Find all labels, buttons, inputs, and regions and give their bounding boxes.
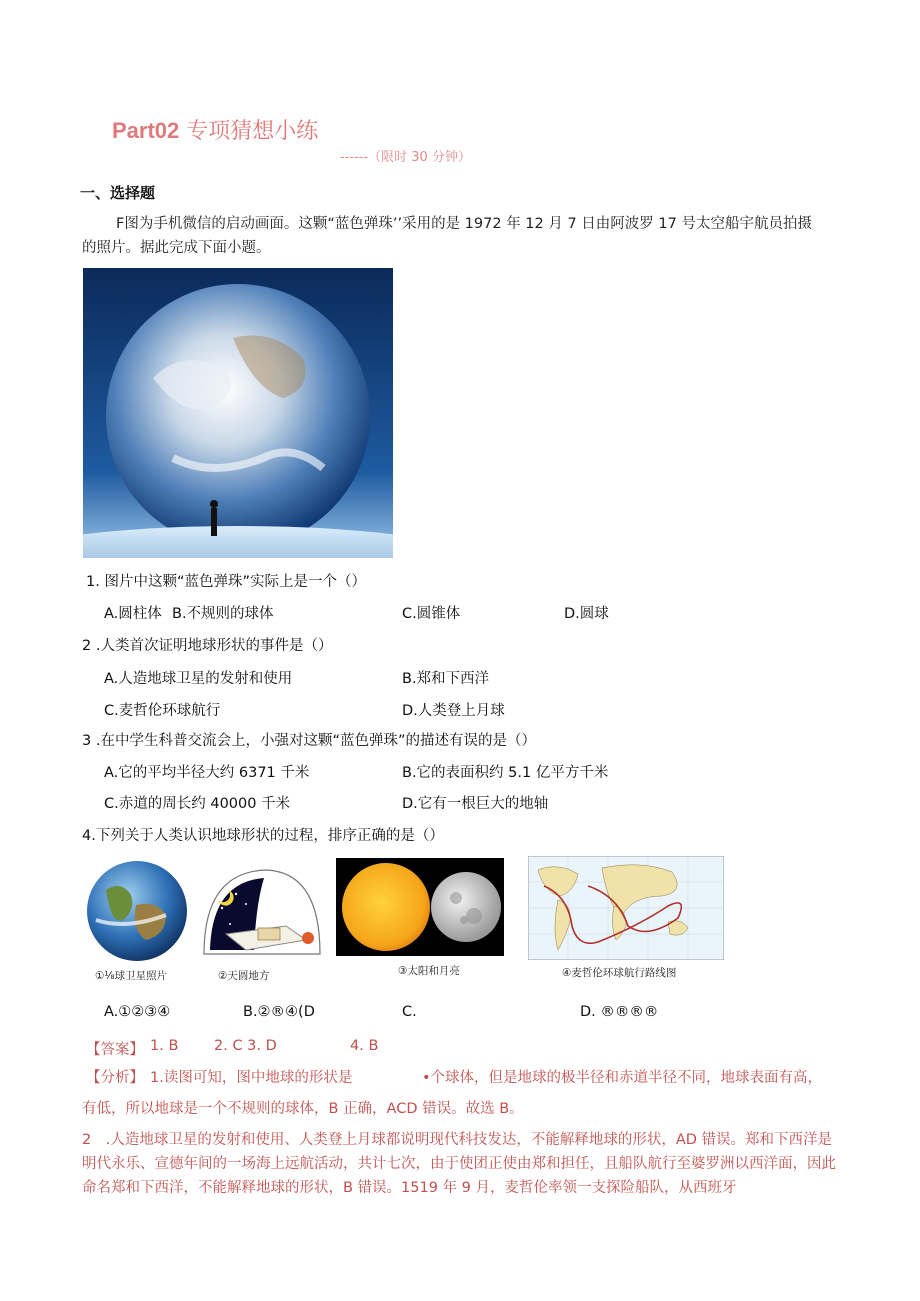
page-title: Part02 专项猜想小练	[112, 118, 319, 144]
answer-label: 【答案】	[86, 1042, 144, 1058]
analysis-1-part-b: •个球体，但是地球的极半径和赤道半径不同，地球表面有高，	[422, 1070, 823, 1086]
question-3-stem: 3 .在中学生科普交流会上，小强对这颗“蓝色弹珠”的描述有误的是（）	[82, 733, 536, 749]
question-2-option-c[interactable]: C.麦哲伦环球航行	[104, 703, 221, 719]
figure-earth-satellite-photo	[86, 860, 188, 962]
analysis-1-part-a: 1.读图可知，图中地球的形状是	[150, 1070, 353, 1086]
question-1-stem: 1. 图片中这颗“蓝色弹珠”实际上是一个（）	[86, 574, 366, 590]
figure-caption-2: ②天圆地方	[218, 970, 270, 982]
analysis-2-paragraph: 2 .人造地球卫星的发射和使用、人类登上月球都说明现代科技发达，不能解释地球的形状，AD 错误。郑和下西洋是明代永乐、宣德年间的一场海上远航活动，共计七次，由于使团正使由郑和担任，且船队航行至婆罗洲以西洋面，因此命名郑和下西洋，不能解释地球的形状，B 错误。1519 年 9 月，麦哲伦率领一支探险船队，从西班牙	[82, 1132, 836, 1196]
question-2-option-b[interactable]: B.郑和下西洋	[402, 671, 490, 687]
question-2-stem: 2 .人类首次证明地球形状的事件是（）	[82, 638, 333, 654]
figure-magellan-route-map	[528, 856, 724, 960]
figure-sun-and-moon	[336, 858, 504, 956]
question-4-option-a[interactable]: A.①②③④	[104, 1004, 171, 1020]
question-1-option-a[interactable]: A.圆柱体	[104, 606, 162, 622]
figure-caption-3: ③太阳和月亮	[398, 965, 460, 977]
answer-4: 4. B	[350, 1038, 379, 1054]
figure-round-sky-square-earth	[196, 864, 324, 960]
question-1-option-d[interactable]: D.圆球	[564, 606, 609, 622]
question-3-option-c[interactable]: C.赤道的周长约 40000 千米	[104, 796, 291, 812]
question-2-option-d[interactable]: D.人类登上月球	[402, 703, 505, 719]
page-subtitle: ------（限时 30 分钟）	[340, 150, 471, 165]
question-3-option-b[interactable]: B.它的表面积约 5.1 亿平方千米	[402, 765, 609, 781]
question-1-option-b[interactable]: B.不规则的球体	[172, 606, 274, 622]
question-4-option-d[interactable]: D. ®®®®	[580, 1004, 659, 1020]
figure-caption-1: ①⅛球卫星照片	[95, 970, 168, 982]
section-title: 一、选择题	[80, 184, 156, 202]
question-2-option-a[interactable]: A.人造地球卫星的发射和使用	[104, 671, 293, 687]
question-4-option-b[interactable]: B.②®④(D	[243, 1004, 315, 1020]
answer-2-3: 2. C 3. D	[214, 1038, 277, 1054]
figure-caption-4: ④麦哲伦环球航行路线图	[562, 967, 677, 979]
question-4-stem: 4.下列关于人类认识地球形状的过程，排序正确的是（）	[82, 828, 444, 844]
question-3-option-a[interactable]: A.它的平均半径大约 6371 千米	[104, 765, 310, 781]
answer-1: 1. B	[150, 1038, 179, 1054]
analysis-1-part-c: 有低，所以地球是一个不规则的球体，B 正确，ACD 错误。故选 B。	[82, 1101, 524, 1117]
question-3-option-d[interactable]: D.它有一根巨大的地轴	[402, 796, 549, 812]
analysis-label: 【分析】	[86, 1070, 144, 1086]
question-4-option-c[interactable]: C.	[402, 1004, 417, 1020]
intro-paragraph: F图为手机微信的启动画面。这颗“蓝色弹珠’’采用的是 1972 年 12 月 7 日由阿波罗 17 号太空船宇航员拍摄的照片。据此完成下面小题。	[82, 216, 812, 256]
earth-startup-image	[83, 268, 393, 558]
question-1-option-c[interactable]: C.圆锥体	[402, 606, 461, 622]
